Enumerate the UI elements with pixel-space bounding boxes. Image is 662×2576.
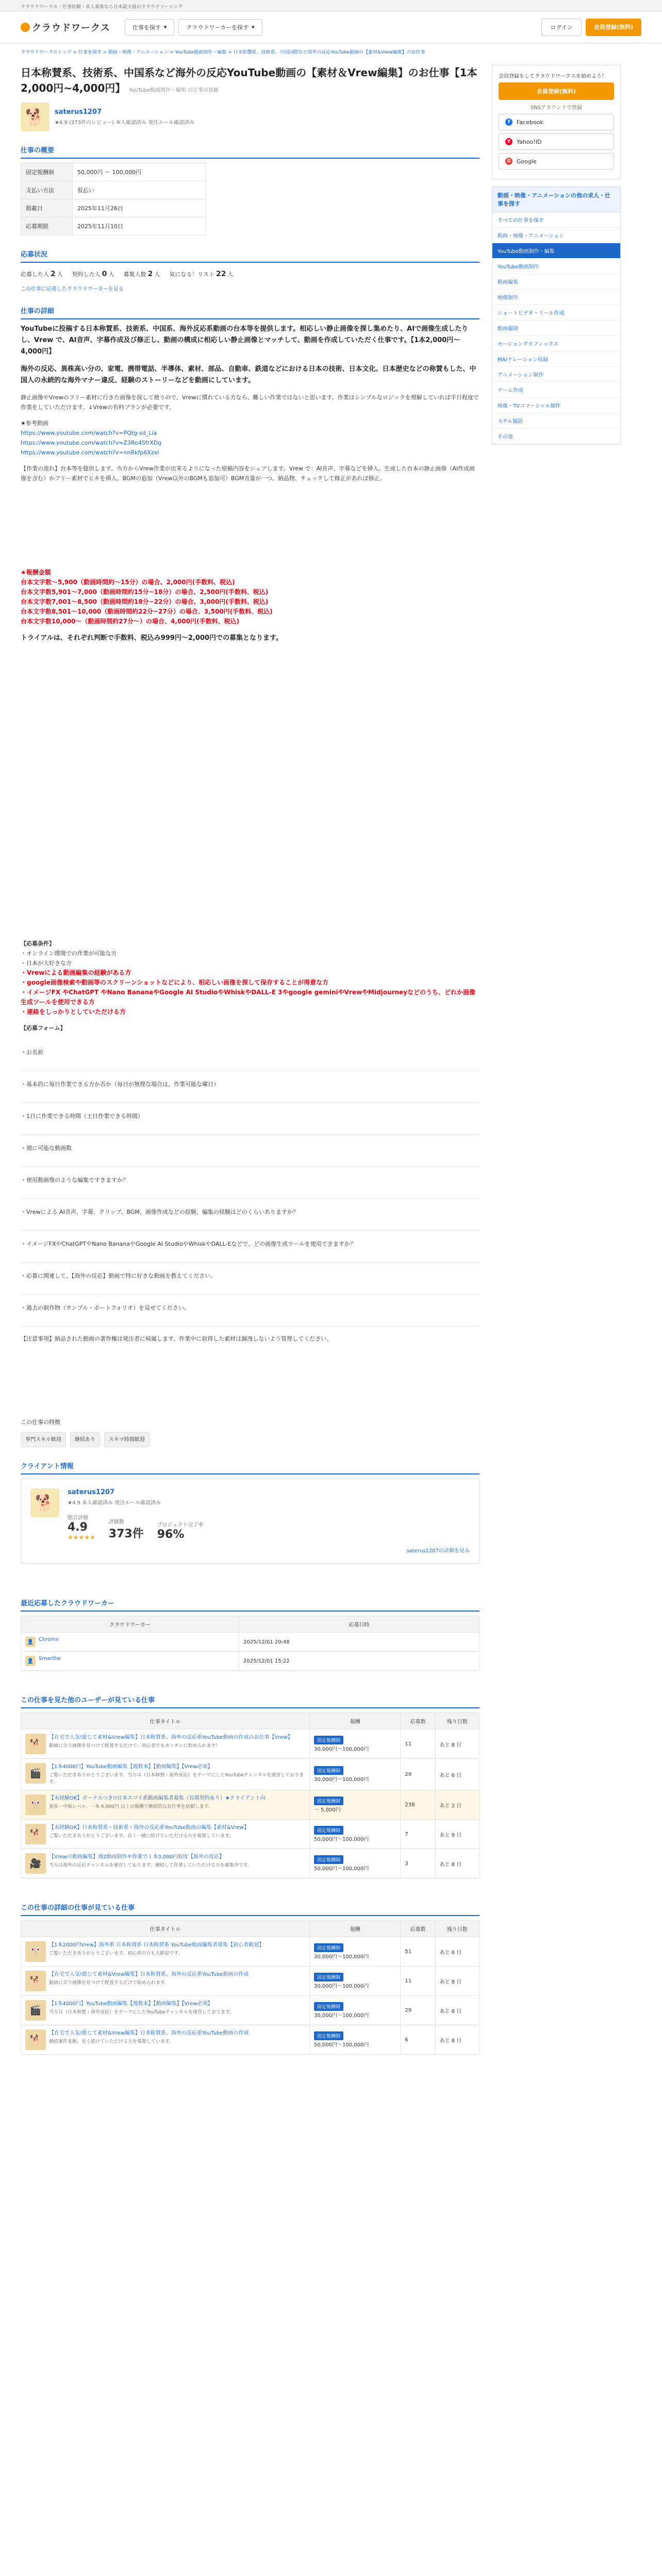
category-item[interactable]: スチル撮影 bbox=[492, 413, 620, 429]
category-box: 動画・映像・アニメーションの他の求人・仕事を探す すべての仕事を探す 動画・映像・アニメーション YouTube動画制作・編集 YouTube動画制作 動画編集 映像制作 ショートビデオ・リール作成 動画撮影 モーショングラフィックス MA/ナレーション収録 アニメーション制作 ゲーム作成 映像・TVコマーシャル制作 スチル撮影 その他 bbox=[492, 187, 621, 445]
job-link[interactable]: 【在宅で人気!総じて素材&Vrew編集】日本称賛系、海外の反応系YouTube動画の作成 bbox=[49, 2030, 249, 2036]
form-question: ・イメージFXやChatGPTやNano BananaやGoogle AI StudioやWhiskやDALL-Eなどで、どの画像生成ツールを使用できますか？ bbox=[21, 1231, 479, 1263]
rating-stars-icon: ★★★★★ bbox=[68, 1534, 95, 1541]
fixed-badge: 固定報酬制 bbox=[314, 1797, 343, 1805]
reference-link[interactable]: https://www.youtube.com/watch?v=Z3Ro4SfrXDg bbox=[21, 439, 162, 446]
form-question: ・基本的に毎日作業できる方か否か（毎日が無理な場合は、作業可能な曜日） bbox=[21, 1071, 479, 1103]
login-button[interactable]: ログイン bbox=[541, 19, 581, 36]
table-row: 👤 Chrome 2025/12/01 20:48 bbox=[21, 1633, 479, 1652]
feature-tag[interactable]: スキマ時間歓迎 bbox=[104, 1432, 150, 1447]
client-completion: 96% bbox=[157, 1528, 185, 1541]
nav-find-jobs[interactable]: 仕事を探す ▾ bbox=[125, 19, 175, 36]
client-meta: ★4.9 (373件のレビュー) 本人確認済み 発注ルール確認済み bbox=[55, 120, 195, 126]
feature-tag[interactable]: 継続あり bbox=[70, 1432, 100, 1447]
category-item[interactable]: アニメーション制作 bbox=[492, 367, 620, 382]
feature-tag[interactable]: 専門スキル歓迎 bbox=[21, 1432, 66, 1447]
job-link[interactable]: 【1本4000円】YouTube動画編集【週数本】【動画編集】【Vrew必須】 bbox=[49, 2001, 213, 2007]
table-row: 🎬 【1本4000円】YouTube動画編集【週数本】【動画編集】【Vrew必須】 ご覧いただきありがとうございます。当方は（日本称賛・海外反応）をテーマにしたYouTubeチャンネルを運営しております。 固定報酬制 30,000円〜100,000円 29 あと 6 日 bbox=[21, 1759, 479, 1790]
client-heading: クライアント情報 bbox=[21, 1458, 479, 1475]
fixed-badge: 固定報酬制 bbox=[314, 1973, 343, 1981]
category-item[interactable]: 動画編集 bbox=[492, 274, 620, 290]
facebook-icon: f bbox=[505, 118, 512, 126]
job-link[interactable]: 【未経験OK】ボーナスつき!!日本スゴイ系動画編集者募集（長期契約あり）★クライアント向 bbox=[49, 1795, 266, 1801]
category-item[interactable]: すべての仕事を探す bbox=[492, 212, 620, 228]
apply-counts bbox=[21, 267, 479, 281]
view-applicants-link[interactable]: この仕事に応募したクラウドワーカーを見る bbox=[21, 286, 124, 292]
category-item[interactable]: モーショングラフィックス bbox=[492, 336, 620, 351]
category-item[interactable]: YouTube動画制作 bbox=[492, 259, 620, 274]
form-question: ・応募に関連して、【海外の反応】動画で特に好きな動画を教えてください。 bbox=[21, 1263, 479, 1295]
summary-heading: 仕事の概要 bbox=[21, 142, 479, 159]
table-row: 掲載日 2025年11月26日 bbox=[21, 199, 206, 217]
table-row: 支払い方法 仮払い bbox=[21, 181, 206, 199]
category-item[interactable]: ゲーム作成 bbox=[492, 382, 620, 398]
fixed-badge: 固定報酬制 bbox=[314, 1736, 343, 1744]
form-question: ・過去の制作物（サンプル・ポートフォリオ）を見せてください。 bbox=[21, 1295, 479, 1327]
table-row: 応募期限 2025年11月10日 bbox=[21, 217, 206, 235]
table-row: 🐕 【在宅で人気!総じて素材&Vrew編集】日本称賛系、海外の反応系YouTube動画の作成 動画に合う画像を見つけて配置するだけで始められます。 固定報酬制 30,000円〜100,000円 11 あと 8 日 bbox=[21, 1967, 479, 1996]
register-box: 会員登録をしてクラウドワークスを始めよう！ 会員登録(無料) SNSアカウントで登録 f Facebook Y Yahoo!ID G Google bbox=[492, 65, 621, 179]
tags-heading: この仕事の特徴 bbox=[21, 1419, 60, 1426]
site-logo[interactable]: クラウドワークス bbox=[21, 21, 110, 34]
job-description: YouTubeに投稿する日本称賛系、技術系、中国系、海外反応系動画の台本等を提供します。相応しい静止画像を探し集めたり、AIで画像生成したりし、Vrew で、AI音声、字幕作成及び修正し、動画の構成に相応しい静止画像とマッチして、動画を作成していただく仕事です。【1本2,000円〜4,000円】 海外の反応、異株高い分の、家電、携帯電話、半導体、素材、部品、自動車、鉄道などにおける日本の技術、日本文化、日本歴史などの称賛もした、中国人の永続的な海外マナー違反、経験のストーリーなどを動画にしています。 静止画像やVrewのフリー素材に行きた画像を探して使うので、Vrewに慣れている方なら、難しい作業ではないと思います。作業はシンプルなロジックを理解していれば半日程度で作業をしていただけます。↓Vrewの有料プランが必要です。 ★参考動画 https://www.youtube.com/watch?v=PQtg-sd_Lia https://www.youtube.com/watch?v=Z3Ro4SfrXDg https://www.youtube.com/watch?v=nnRkfp6Xzxl 【作業の流れ】台本等を提供します。当方からVrew作業が出来るようになった原稿内容をシェアします。Vrew で：AI音声、字幕などを挿入。生成した台本の静止画像（AI作成画像を含む）かフリー素材でヒキを挿入。BGMの追加（Vrew以外のBGMも追加可）BGM音量が一つ。納品物、チェックして修正があれば修正。 ★報酬金額 台本文字数～5,900（動画時間約〜15分）の場合、2,000円(手数料、税込) 台本文字数5,901～7,000（動画時間約15分~18分）の場合、2,500円(手数料、税込) 台本文字数7,001～8,500（動画時間約18分~22分）の場合、3,000円(手数料、税込) 台本文字数8,501～10,000（動画時間約22分~27分）の場合、3,500円(手数料、税込) 台本文字数10,000～（動画時間約27分〜）の場合、4,000円(手数料、税込) トライアルは、それぞれ判断で手数料、税込み999円〜2,000円での募集となります。 【応募条件】 ・オンライン環境での作業が可能な方 ・日本が大好きな方 ・Vrewによる動画編集の経験がある方 ・google画像検索や動画等のスクリーンショットなどにより、相応しい画像を探して保存することが得意な方 ・イメージFX やChatGPT やNano BananaやGoogle AI StudioやWhiskやDALL-E 3やgoogle geminiやVrewやMidjourneyなどのうち、どれか画像生成ツールを使用できる方 ・連絡をしっかりとしていただける方 【応募フォーム】 ・お名前 ・基本的に毎日作業できる方か否か（毎日が無理な場合は、作業可能な曜日） ・1日に作業できる時間（土日作業できる時間） ・週に可能な動画数 ・使用動画像のような編集ですきますか？ ・Vrewによる AI音声、字幕、クリップ、BGM、画像作成などの経験、編集の経験はどのくらいありますか？ ・イメージFXやChatGPTやNano BananaやGoogle AI StudioやWhiskやDALL-Eなどで、どの画像生成ツールを使用できますか？ ・応募に関連して、【海外の反応】動画で特に好きな動画を教えてください。 ・過去の制作物（サンプル・ポートフォリオ）を見せてください。 【注意事項】納品された動画の著作権は発注者に帰属します。作業中に取得した素材は漏洩しないよう管理してください。 この仕事の特徴 専門スキル歓迎 継続あり スキマ時間歓迎 bbox=[21, 324, 479, 1447]
client-reviews: 373件 bbox=[108, 1528, 144, 1540]
top-strip: クラウドワークス・仕事依頼・求人募集なら日本最大級のクラウドソーシング bbox=[0, 0, 662, 11]
category-item[interactable]: MA/ナレーション収録 bbox=[492, 351, 620, 367]
count-applied: 応募した人 2 人 bbox=[21, 270, 63, 278]
similar2-table: 仕事タイトル 報酬 応募数 残り日数 🎌 【1本2000円Vrew】海外系 日本称賛系 日本称賛系 YouTube動画編集者募集【初心者歓迎】 ご覧いただきありがとうございます。初心者の方も大歓迎です。 固定報酬制 30,000円〜100,000円 51 あと 6 日 🐕 【在宅で人気!総じて素材&Vrew編集】日本称賛系、海外の反応系YouTube動画の作成 動画に合う画像を見つけて配置するだけで始められます。 固定報酬制 30,000円〜100,000円 11 あと 8 日 🎬 【1本4000円】YouTube動画編集【週数本】【動画編集】【Vrew必須】 当方は（日本称賛・海外反応）をテーマにしたYouTubeチャンネルを運営しております。 固定報酬制 30,000円〜100,000円 29 あと 6 日 🐕 【在宅で人気!総じて素材&Vrew編集】日本称賛系、海外の反応系YouTube動画の作成 継続案件多数、長く続けていただける方を募集しています。 固定報酬制 50,000円〜100,000円 6 あと 8 日 bbox=[21, 1920, 479, 2055]
reference-link[interactable]: https://www.youtube.com/watch?v=nnRkfp6Xzxl bbox=[21, 449, 159, 456]
job-category-sub: YouTube動画制作・編集 の仕事の依頼 bbox=[129, 88, 219, 93]
google-icon: G bbox=[505, 158, 512, 165]
fixed-badge: 固定報酬制 bbox=[314, 2031, 343, 2040]
table-row: 👤 Smarthe 2025/12/01 15:22 bbox=[21, 1652, 479, 1671]
form-question: ・週に可能な動画数 bbox=[21, 1135, 479, 1167]
site-header bbox=[0, 11, 662, 43]
form-question: ・1日に作業できる時間（土日作業できる時間） bbox=[21, 1103, 479, 1135]
fixed-badge: 固定報酬制 bbox=[314, 1943, 343, 1952]
table-row: 🎌 【未経験OK】ボーナスつき!!日本スゴイ系動画編集者募集（長期契約あり）★クライアント向 初歩・中級レベル、一本 6,000円 以上の報酬で継続的なお仕事を依頼します。 固定報酬制 〜 5,000円 238 あと 2 日 bbox=[21, 1790, 479, 1820]
fixed-badge: 固定報酬制 bbox=[314, 2002, 343, 2011]
header-nav bbox=[125, 19, 262, 36]
breadcrumb[interactable]: クラウドワークストップ > 仕事を探す > 動画・映像・アニメーション > YouTube動画制作・編集 > 日本影響系、技術系、中国国際など海外の反応YouTube動画の【素材&Vrew編集】のお仕事 bbox=[21, 50, 425, 55]
chevron-down-icon: ▾ bbox=[252, 24, 255, 30]
client-avatar[interactable]: 🐕 bbox=[21, 103, 49, 131]
job-link[interactable]: 【在宅で人気!総じて素材&Vrew編集】日本称賛系、海外の反応系YouTube動画の作成 bbox=[49, 1972, 249, 1977]
category-item[interactable]: 映像制作 bbox=[492, 290, 620, 305]
table-row: 🎥 【Vrew可動画編集】週2動画制作や作業で１本3,000円程度【海外の反応】 当方は海外の反応チャンネルを運営しております。継続して作業していただける方を募集中です。 固定報酬制 50,000円〜100,000円 3 あと 8 日 bbox=[21, 1849, 479, 1878]
job-title: 日本称賛系、技術系、中国系など海外の反応YouTube動画の【素材＆Vrew編集】のお仕事【1本2,000円~4,000円】 YouTube動画制作・編集 の仕事の依頼 bbox=[21, 66, 477, 94]
similar1-table: 仕事タイトル 報酬 応募数 残り日数 🐕 【在宅で人気!総じて素材&Vrew編集】日本称賛系、海外の反応系YouTube動画の作成のお仕事【Vrew】 動画に合う画像を見つけて配置するだけで、初心者でもカンタンに始められます！ 固定報酬制 30,000円〜100,000円 11 あと 8 日 🎬 【1本4000円】YouTube動画編集【週数本】【動画編集】【Vrew必須】 ご覧いただきありがとうございます。当方は（日本称賛・海外反応）をテーマにしたYouTubeチャンネルを運営しております。 固定報酬制 30,000円〜100,000円 29 あと 6 日 🎌 【未経験OK】ボーナスつき!!日本スゴイ系動画編集者募集（長期契約あり）★クライアント向 初歩・中級レベル、一本 6,000円 以上の報酬で継続的なお仕事を依頼します。 固定報酬制 〜 5,000円 238 あと 2 日 🐕 【未経験OK】日本称賛系・技術系・海外の反応系YouTube動画の編集【素材&Vrew】 ご覧いただきありがとうございます。長く一緒に続けていただける方を募集しています。 固定報酬制 50,000円〜100,000円 7 あと 9 日 🎥 【Vrew可動画編集】週2動画制作や作業で１本3,000円程度【海外の反応】 当方は海外の反応チャンネルを運営しております。継続して作業していただける方を募集中です。 固定報酬制 50,000円〜100,000円 3 あと 8 日 bbox=[21, 1713, 479, 1878]
yahoo-icon: Y bbox=[505, 138, 512, 145]
count-contracted: 契約した人 0 人 bbox=[72, 270, 114, 278]
job-link[interactable]: 【1本2000円Vrew】海外系 日本称賛系 日本称賛系 YouTube動画編集者募集【初心者歓迎】 bbox=[49, 1942, 264, 1948]
reference-link[interactable]: https://www.youtube.com/watch?v=PQtg-sd_Lia bbox=[21, 430, 157, 436]
category-item[interactable]: YouTube動画制作・編集 bbox=[492, 243, 620, 259]
job-main bbox=[21, 59, 479, 2055]
client-box: 🐕 saterus1207 ★4.9 本人確認済み 発注ルール確認済み 総合評価 4.9 ★★★★★ 評価数 373件 プロジェクト完了率 96% saterus1207の詳細を見る bbox=[21, 1479, 479, 1564]
similar2-heading: この仕事の詳細の仕事が見ている仕事 bbox=[21, 1899, 479, 1916]
detail-heading: 仕事の詳細 bbox=[21, 302, 479, 319]
client-rating: 4.9 bbox=[68, 1521, 88, 1534]
job-link[interactable]: 【1本4000円】YouTube動画編集【週数本】【動画編集】【Vrew必須】 bbox=[49, 1764, 213, 1770]
category-item[interactable]: 動画・映像・アニメーション bbox=[492, 228, 620, 243]
category-item[interactable]: 映像・TVコマーシャル制作 bbox=[492, 398, 620, 413]
logo-mark-icon bbox=[21, 23, 30, 32]
client-mini bbox=[21, 103, 479, 131]
job-link[interactable]: 【在宅で人気!総じて素材&Vrew編集】日本称賛系、海外の反応系YouTube動画の作成のお仕事【Vrew】 bbox=[49, 1735, 293, 1740]
category-item[interactable]: その他 bbox=[492, 429, 620, 444]
google-button[interactable]: G Google bbox=[499, 153, 614, 170]
recent-heading: 最近応募したクラウドワーカー bbox=[21, 1595, 479, 1612]
client-detail-link[interactable]: saterus1207の詳細を見る bbox=[406, 1548, 470, 1554]
table-row: 🎌 【1本2000円Vrew】海外系 日本称賛系 日本称賛系 YouTube動画編集者募集【初心者歓迎】 ご覧いただきありがとうございます。初心者の方も大歓迎です。 固定報酬制 30,000円〜100,000円 51 あと 6 日 bbox=[21, 1937, 479, 1967]
form-question: ・使用動画像のような編集ですきますか？ bbox=[21, 1167, 479, 1199]
fixed-badge: 固定報酬制 bbox=[314, 1826, 343, 1835]
sidebar bbox=[492, 59, 621, 2055]
form-question: ・お名前 bbox=[21, 1039, 479, 1071]
recent-table: クラウドワーカー 応募日時 👤 Chrome 2025/12/01 20:48 👤 Smarthe 2025/12/01 15:22 bbox=[21, 1616, 479, 1671]
fixed-badge: 固定報酬制 bbox=[314, 1766, 343, 1775]
facebook-button[interactable]: f Facebook bbox=[499, 114, 614, 130]
nav-find-workers[interactable]: クラウドワーカーを探す ▾ bbox=[178, 19, 262, 36]
form-question: ・Vrewによる AI音声、字幕、クリップ、BGM、画像作成などの経験、編集の経験はどのくらいありますか？ bbox=[21, 1199, 479, 1231]
similar1-heading: この仕事を見た他のユーザーが見ている仕事 bbox=[21, 1691, 479, 1708]
register-button[interactable]: 会員登録(無料) bbox=[586, 19, 641, 36]
table-row: 🐕 【未経験OK】日本称賛系・技術系・海外の反応系YouTube動画の編集【素材&Vrew】 ご覧いただきありがとうございます。長く一緒に続けていただける方を募集しています。 固定報酬制 50,000円〜100,000円 7 あと 9 日 bbox=[21, 1820, 479, 1849]
table-row: 固定報酬制 50,000円 〜 100,000円 bbox=[21, 163, 206, 181]
category-item[interactable]: 動画撮影 bbox=[492, 320, 620, 336]
summary-table bbox=[21, 163, 206, 235]
job-link[interactable]: 【Vrew可動画編集】週2動画制作や作業で１本3,000円程度【海外の反応】 bbox=[49, 1854, 225, 1860]
client-name[interactable]: saterus1207 bbox=[55, 108, 102, 116]
count-wanted: 募集人数 2 人 bbox=[123, 270, 160, 278]
fixed-badge: 固定報酬制 bbox=[314, 1855, 343, 1864]
count-favorites: 気になる！リスト 22 人 bbox=[169, 270, 234, 278]
sidebar-register-button[interactable]: 会員登録(無料) bbox=[499, 82, 614, 100]
category-item[interactable]: ショートビデオ・リール作成 bbox=[492, 305, 620, 320]
apply-heading: 応募状況 bbox=[21, 246, 479, 263]
chevron-down-icon: ▾ bbox=[163, 24, 167, 30]
job-link[interactable]: 【未経験OK】日本称賛系・技術系・海外の反応系YouTube動画の編集【素材&Vrew】 bbox=[49, 1825, 249, 1831]
table-row: 🐕 【在宅で人気!総じて素材&Vrew編集】日本称賛系、海外の反応系YouTube動画の作成のお仕事【Vrew】 動画に合う画像を見つけて配置するだけで、初心者でもカンタンに始められます！ 固定報酬制 30,000円〜100,000円 11 あと 8 日 bbox=[21, 1730, 479, 1759]
table-row: 🎬 【1本4000円】YouTube動画編集【週数本】【動画編集】【Vrew必須】 当方は（日本称賛・海外反応）をテーマにしたYouTubeチャンネルを運営しております。 固定報酬制 30,000円〜100,000円 29 あと 6 日 bbox=[21, 1996, 479, 2025]
table-row: 🐕 【在宅で人気!総じて素材&Vrew編集】日本称賛系、海外の反応系YouTube動画の作成 継続案件多数、長く続けていただける方を募集しています。 固定報酬制 50,000円〜100,000円 6 あと 8 日 bbox=[21, 2025, 479, 2055]
yahoo-button[interactable]: Y Yahoo!ID bbox=[499, 133, 614, 150]
client-name[interactable]: saterus1207 bbox=[68, 1488, 115, 1496]
client-avatar[interactable]: 🐕 bbox=[30, 1488, 59, 1517]
